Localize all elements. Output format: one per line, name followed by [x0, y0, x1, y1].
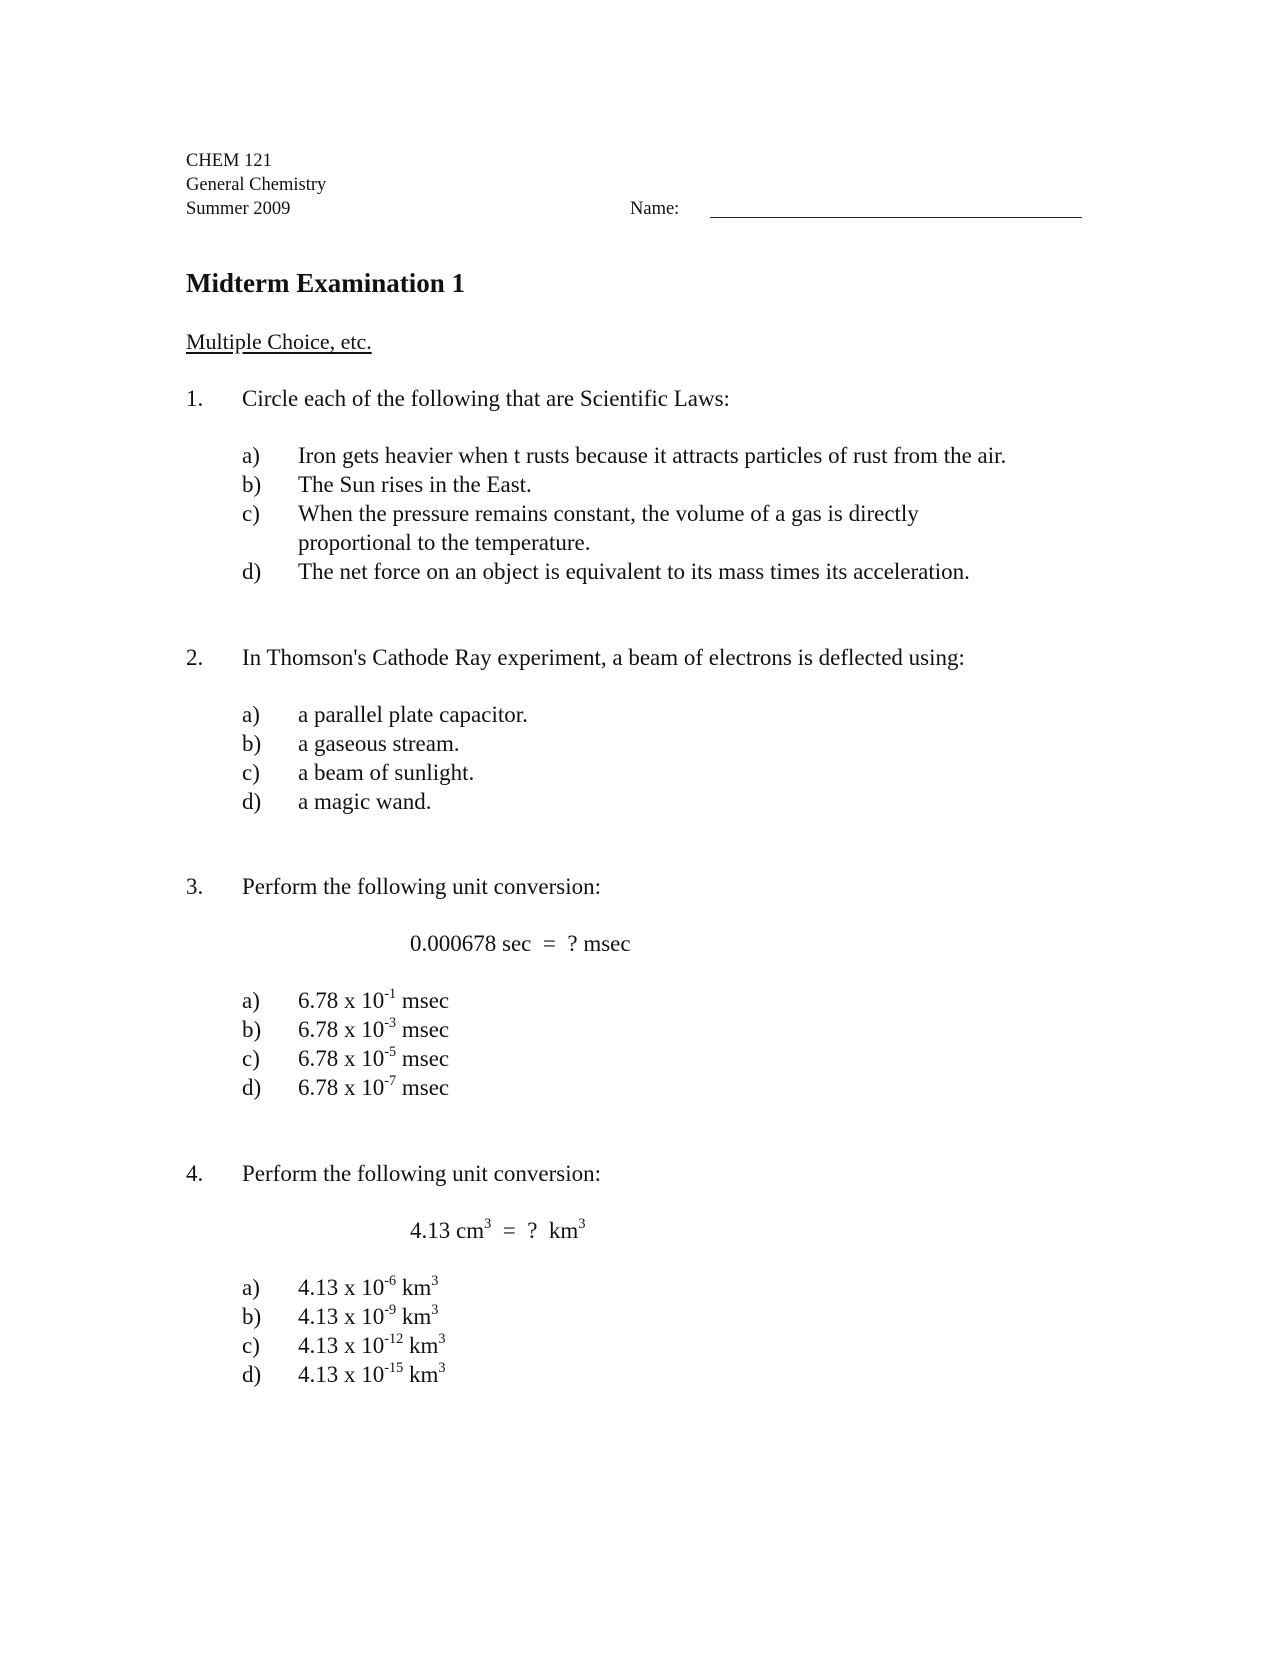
- option-unit: km: [401, 1304, 432, 1329]
- option-text: [298, 1272, 439, 1301]
- option-text: [298, 1072, 450, 1101]
- option-text: a gaseous stream.: [298, 731, 460, 756]
- option-exponent: -12: [384, 1330, 404, 1347]
- term: Summer 2009: [186, 199, 291, 219]
- option-unit: msec: [401, 1046, 450, 1071]
- option-text: a beam of sunlight.: [298, 760, 475, 785]
- option-letter: d): [242, 559, 262, 584]
- question-prompt: Circle each of the following that are Scientific Laws:: [242, 386, 730, 411]
- option-unit-exponent: 3: [438, 1330, 446, 1347]
- equation-equals: =: [542, 931, 556, 956]
- option-mantissa: 6.78 x 10: [298, 988, 385, 1013]
- option-text: [298, 985, 450, 1014]
- question-number: 4.: [186, 1161, 204, 1186]
- option-text-continued: proportional to the temperature.: [298, 530, 591, 555]
- option-mantissa: 6.78 x 10: [298, 1046, 385, 1071]
- option-text: The net force on an object is equivalent to its mass times its acceleration.: [298, 559, 970, 584]
- option-letter: a): [242, 443, 260, 468]
- option-text: Iron gets heavier when t rusts because it attracts particles of rust from the air.: [298, 443, 1007, 468]
- conversion-equation: [410, 1215, 586, 1244]
- option-text: [298, 1330, 446, 1359]
- option-letter: b): [242, 1304, 262, 1329]
- option-exponent: -5: [384, 1043, 397, 1060]
- option-letter: a): [242, 988, 260, 1013]
- option-mantissa: 6.78 x 10: [298, 1075, 385, 1100]
- option-unit: km: [409, 1333, 439, 1358]
- option-text: a parallel plate capacitor.: [298, 702, 528, 727]
- option-text: [298, 1014, 450, 1043]
- equation-lhs: 0.000678 sec: [410, 931, 532, 956]
- option-exponent: -15: [384, 1359, 404, 1376]
- option-unit-exponent: 3: [431, 1301, 439, 1318]
- option-unit: msec: [401, 1017, 450, 1042]
- option-letter: b): [242, 1017, 262, 1042]
- course-code: CHEM 121: [186, 151, 272, 171]
- option-letter: c): [242, 1046, 260, 1071]
- question-prompt: In Thomson's Cathode Ray experiment, a beam of electrons is deflected using:: [242, 645, 965, 670]
- question-number: 2.: [186, 645, 204, 670]
- equation-equals: =: [502, 1218, 516, 1243]
- option-letter: b): [242, 472, 262, 497]
- option-letter: d): [242, 1362, 262, 1387]
- option-mantissa: 6.78 x 10: [298, 1017, 385, 1042]
- option-unit-exponent: 3: [438, 1359, 446, 1376]
- option-text: a magic wand.: [298, 789, 432, 814]
- option-mantissa: 4.13 x 10: [298, 1275, 385, 1300]
- question-number: 3.: [186, 874, 204, 899]
- option-unit: km: [409, 1362, 439, 1387]
- equation-rhs-exponent: 3: [578, 1215, 586, 1232]
- option-unit-exponent: 3: [431, 1272, 439, 1289]
- equation-lhs-exponent: 3: [484, 1215, 492, 1232]
- option-text: The Sun rises in the East.: [298, 472, 532, 497]
- option-exponent: -7: [384, 1072, 397, 1089]
- section-title: Multiple Choice, etc.: [186, 329, 372, 354]
- question-prompt: Perform the following unit conversion:: [242, 874, 601, 899]
- option-text: [298, 1043, 450, 1072]
- name-label: Name:: [630, 199, 680, 219]
- option-letter: d): [242, 1075, 262, 1100]
- option-letter: a): [242, 1275, 260, 1300]
- option-letter: b): [242, 731, 262, 756]
- option-mantissa: 4.13 x 10: [298, 1304, 385, 1329]
- question-prompt: Perform the following unit conversion:: [242, 1161, 601, 1186]
- equation-rhs: ? msec: [567, 931, 631, 956]
- option-mantissa: 4.13 x 10: [298, 1333, 385, 1358]
- option-letter: c): [242, 1333, 260, 1358]
- option-exponent: -9: [384, 1301, 397, 1318]
- option-letter: c): [242, 760, 260, 785]
- question-number: 1.: [186, 386, 204, 411]
- conversion-equation: [410, 931, 631, 957]
- equation-lhs: 4.13 cm: [410, 1218, 485, 1243]
- option-mantissa: 4.13 x 10: [298, 1362, 385, 1387]
- option-unit: msec: [401, 988, 450, 1013]
- course-name: General Chemistry: [186, 175, 327, 195]
- option-letter: d): [242, 789, 262, 814]
- page-title: Midterm Examination 1: [186, 268, 465, 298]
- name-field-line[interactable]: [710, 217, 1082, 218]
- option-unit: km: [401, 1275, 432, 1300]
- option-unit: msec: [401, 1075, 450, 1100]
- equation-rhs: ? km: [527, 1218, 579, 1243]
- option-text: [298, 1359, 446, 1388]
- option-exponent: -1: [384, 985, 397, 1002]
- option-letter: a): [242, 702, 260, 727]
- option-text: [298, 1301, 439, 1330]
- option-letter: c): [242, 501, 260, 526]
- option-text: When the pressure remains constant, the volume of a gas is directly: [298, 501, 919, 526]
- option-exponent: -6: [384, 1272, 397, 1289]
- option-exponent: -3: [384, 1014, 397, 1031]
